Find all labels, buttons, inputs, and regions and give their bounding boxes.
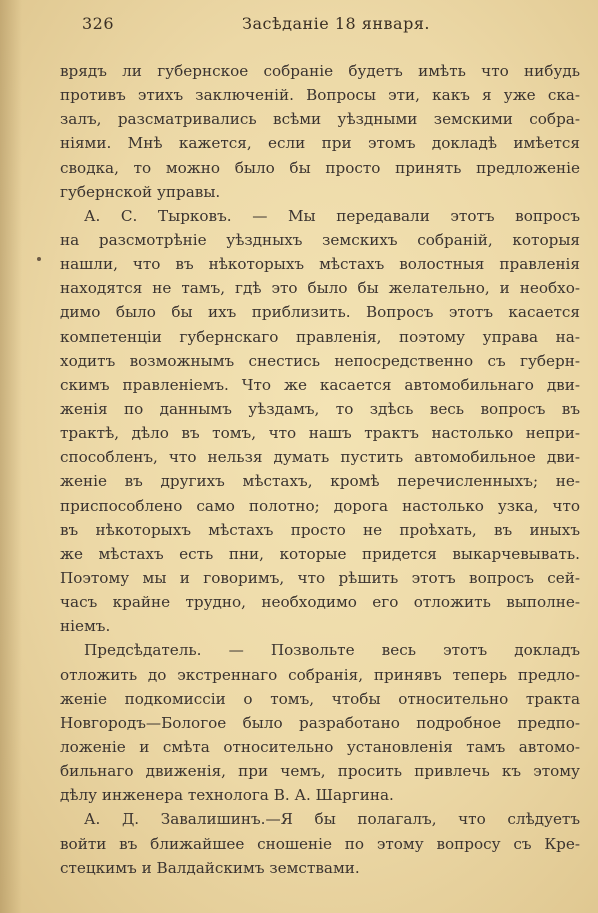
text-line: бильнаго движенія, при чемъ, просить привлечь къ этому — [60, 762, 580, 781]
speaker-line-zavalishin: А. Д. Завалишинъ.—Я бы полагалъ, что слѣдуетъ — [84, 810, 580, 829]
text-line: часъ крайне трудно, необходимо его отложить выполне- — [60, 593, 580, 612]
text-line: находятся не тамъ, гдѣ это было бы желательно, и необхо- — [60, 279, 580, 298]
text-line: Поэтому мы и говоримъ, что рѣшить этотъ вопросъ сей- — [60, 568, 580, 587]
speaker-line-tyrkov: А. С. Тырковъ. — Мы передавали этотъ вопросъ — [84, 206, 580, 225]
text-line: ніемъ. — [60, 617, 111, 636]
text-line: женіе подкомиссіи о томъ, чтобы относительно тракта — [60, 689, 580, 708]
text-line: противъ этихъ заключеній. Вопросы эти, какъ я уже ска- — [60, 86, 580, 105]
text-line: трактѣ, дѣло въ томъ, что нашъ трактъ настолько непри- — [60, 424, 580, 443]
ink-spot — [37, 257, 41, 261]
text-line: нашли, что въ нѣкоторыхъ мѣстахъ волостныя правленія — [60, 255, 580, 274]
binding-shadow — [0, 0, 22, 913]
text-line: въ нѣкоторыхъ мѣстахъ просто не проѣхать, въ иныхъ — [60, 520, 580, 539]
text-line: приспособлено само полотно; дорога настолько узка, что — [60, 496, 580, 515]
text-line: залъ, разсматривались всѣми уѣздными земскими собра- — [60, 110, 580, 129]
text-line: стецкимъ и Валдайскимъ земствами. — [60, 858, 360, 877]
text-line: отложить до экстреннаго собранія, принявъ теперь предло- — [60, 665, 580, 684]
text-line: войти въ ближайшее сношеніе по этому вопросу съ Кре- — [60, 834, 580, 853]
body-text — [60, 59, 580, 880]
text-line: женіе въ другихъ мѣстахъ, кромѣ перечисленныхъ; не- — [60, 472, 580, 491]
text-line: губернской управы. — [60, 182, 221, 201]
text-line: ходитъ возможнымъ снестись непосредственно съ губерн- — [60, 351, 580, 370]
text-line: ніями. Мнѣ кажется, если при этомъ докладѣ имѣется — [60, 134, 580, 153]
page-number: 326 — [82, 14, 115, 33]
page-header — [82, 14, 558, 40]
text-line: женія по даннымъ уѣздамъ, то здѣсь весь вопросъ въ — [60, 399, 580, 418]
text-line: ложеніе и смѣта относительно установленія тамъ автомо- — [60, 737, 580, 756]
text-line: врядъ ли губернское собраніе будетъ имѣть что нибудь — [60, 62, 580, 80]
text-line: дѣлу инженера технолога В. А. Шаргина. — [60, 786, 394, 805]
text-line: скимъ правленіемъ. Что же касается автомобильнаго дви- — [60, 375, 580, 394]
text-line: способленъ, что нельзя думать пустить автомобильное дви- — [60, 448, 580, 467]
text-line: Новгородъ—Бологое было разработано подробное предпо- — [60, 713, 580, 732]
speaker-line-chairman: Предсѣдатель. — Позвольте весь этотъ докладъ — [84, 641, 580, 660]
text-line: сводка, то можно было бы просто принять предложеніе — [60, 158, 580, 177]
text-line: компетенціи губернскаго правленія, поэтому управа на- — [60, 327, 580, 346]
text-line: на разсмотрѣніе уѣздныхъ земскихъ собраній, которыя — [60, 230, 580, 249]
text-line: же мѣстахъ есть пни, которые придется выкарчевывать. — [60, 544, 580, 563]
running-title: Засѣданіе 18 января. — [242, 14, 431, 33]
text-line: димо было бы ихъ приблизить. Вопросъ этотъ касается — [60, 303, 580, 322]
